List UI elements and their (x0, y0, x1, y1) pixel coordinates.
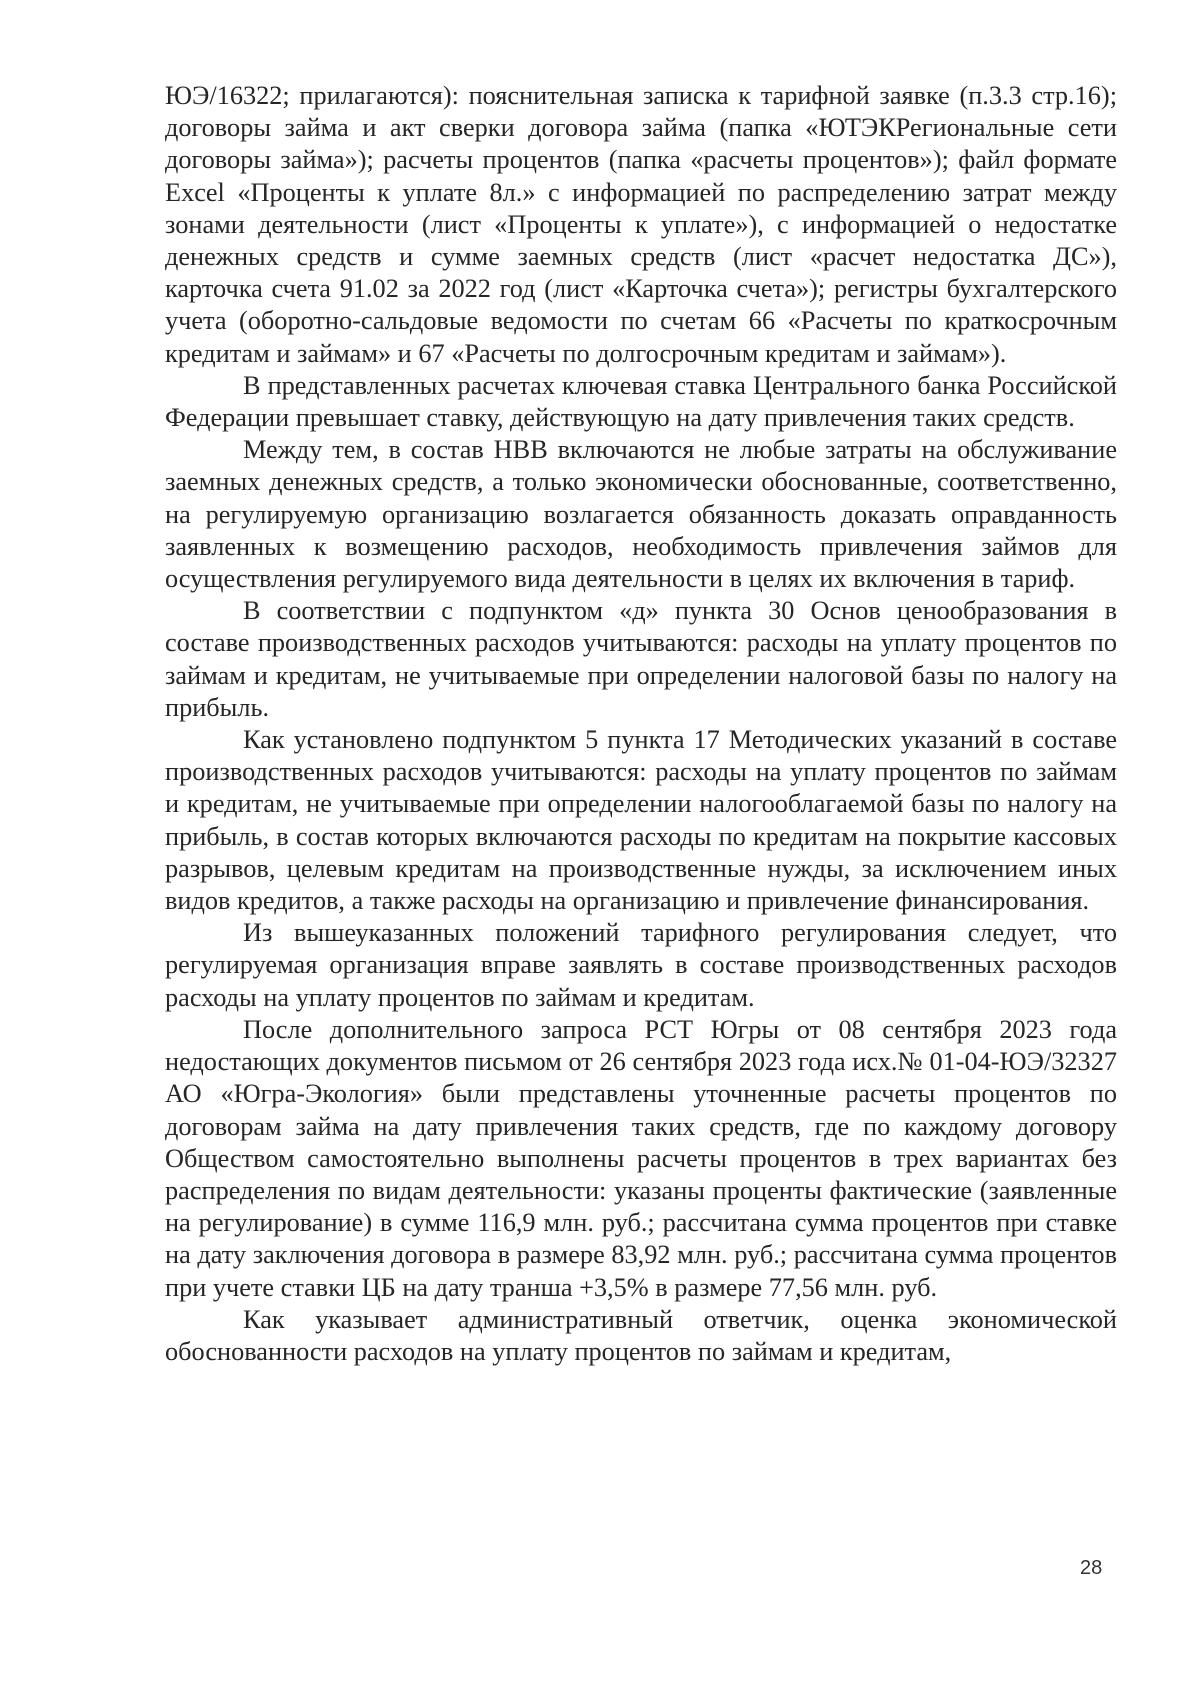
paragraph: Как указывает административный ответчик, оценка экономической обоснованности расходов на уплату процентов по займам и кредитам, (165, 1304, 1117, 1366)
paragraph: Как установлено подпунктом 5 пункта 17 Методических указаний в составе производственных расходов учитываются: расходы на уплату процентов по займам и кредитам, не учитываемые при определении налогооблагаемой базы по налогу на прибыль, в состав которых включаются расходы по кредитам на покрытие кассовых разрывов, целевым кредитам на производственные нужды, за исключением иных видов кредитов, а также расходы на организацию и привлечение финансирования. (165, 725, 1117, 916)
body-text (165, 80, 1117, 1368)
paragraph: Между тем, в состав НВВ включаются не любые затраты на обслуживание заемных денежных средств, а только экономически обоснованные, соответственно, на регулируемую организацию возлагается обязанность доказать оправданность заявленных к возмещению расходов, необходимость привлечения займов для осуществления регулируемого вида деятельности в целях их включения в тариф. (165, 435, 1117, 594)
paragraph: В соответствии с подпунктом «д» пункта 30 Основ ценообразования в составе производственных расходов учитываются: расходы на уплату процентов по займам и кредитам, не учитываемые при определении налоговой базы по налогу на прибыль. (165, 596, 1117, 722)
paragraph: После дополнительного запроса РСТ Югры от 08 сентября 2023 года недостающих документов письмом от 26 сентября 2023 года исх.№ 01-04-ЮЭ/32327 АО «Югра-Экология» были представлены уточненные расчеты процентов по договорам займа на дату привлечения таких средств, где по каждому договору Обществом самостоятельно выполнены расчеты процентов в трех вариантах без распределения по видам деятельности: указаны проценты фактические (заявленные на регулирование) в сумме 116,9 млн. руб.; рассчитана сумма процентов при ставке на дату заключения договора в размере 83,92 млн. руб.; рассчитана сумма процентов при учете ставки ЦБ на дату транша +3,5% в размере 77,56 млн. руб. (165, 1014, 1117, 1302)
paragraph: В представленных расчетах ключевая ставка Центрального банка Российской Федерации превышает ставку, действующую на дату привлечения таких средств. (165, 370, 1117, 433)
paragraph: Из вышеуказанных положений тарифного регулирования следует, что регулируемая организация вправе заявлять в составе производственных расходов расходы на уплату процентов по займам и кредитам. (165, 918, 1117, 1012)
paragraph-continuation: ЮЭ/16322; прилагаются): пояснительная записка к тарифной заявке (п.3.3 стр.16); договоры займа и акт сверки договора займа (папка «ЮТЭКРегиональные сети договоры займа»); расчеты процентов (папка «расчеты процентов»); файл формате Excel «Проценты к уплате 8л.» с информацией по распределению затрат между зонами деятельности (лист «Проценты к уплате»), с информацией о недостатке денежных средств и сумме заемных средств (лист «расчет недостатка ДС»), карточка счета 91.02 за 2022 год (лист «Карточка счета»); регистры бухгалтерского учета (оборотно-сальдовые ведомости по счетам 66 «Расчеты по краткосрочным кредитам и займам» и 67 «Расчеты по долгосрочным кредитам и займам»). (165, 81, 1117, 368)
page-number: 28 (1080, 1557, 1103, 1579)
